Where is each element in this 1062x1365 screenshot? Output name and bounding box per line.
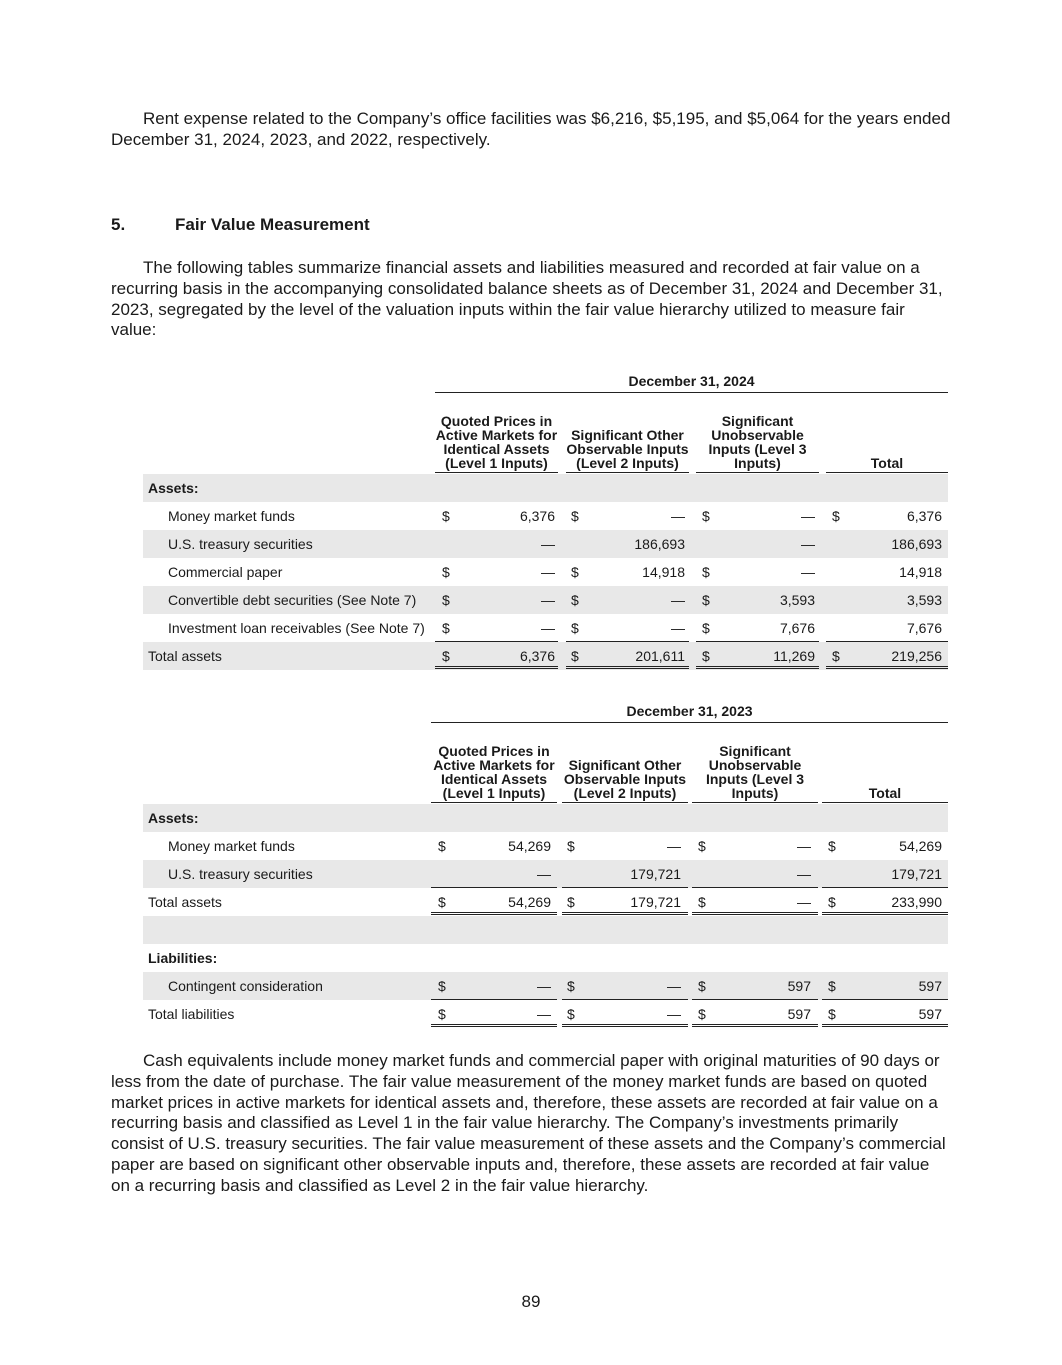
currency-symbol: $ <box>702 592 710 608</box>
level1-value: 54,269 <box>508 838 551 854</box>
total-value: 54,269 <box>899 838 942 854</box>
currency-symbol: $ <box>571 648 579 664</box>
column-header-level2: Significant Other Observable Inputs (Level 2 Inputs) <box>562 726 688 803</box>
column-header-total: Total <box>826 396 948 473</box>
total-value: 179,721 <box>891 866 942 882</box>
currency-symbol: $ <box>571 564 579 580</box>
table-row <box>143 530 948 558</box>
currency-symbol: $ <box>567 894 575 910</box>
level3-value: 3,593 <box>779 592 815 608</box>
currency-symbol: $ <box>571 620 579 636</box>
total-value: 233,990 <box>891 894 942 910</box>
level2-value: — <box>667 978 681 994</box>
total-value: 186,693 <box>891 536 942 552</box>
level2-value: — <box>671 592 685 608</box>
column-header-level2: Significant Other Observable Inputs (Level 2 Inputs) <box>566 396 689 473</box>
total-double-rule <box>822 912 948 915</box>
currency-symbol: $ <box>442 592 450 608</box>
row-label: U.S. treasury securities <box>168 536 313 552</box>
level3-value: — <box>801 536 815 552</box>
level1-value: — <box>541 536 555 552</box>
currency-symbol: $ <box>442 564 450 580</box>
fair-value-table-2023 <box>143 702 948 1032</box>
row-label: Total liabilities <box>148 1006 235 1022</box>
level1-value: — <box>537 978 551 994</box>
level3-value: — <box>801 508 815 524</box>
total-value: 3,593 <box>906 592 942 608</box>
level3-value: 597 <box>787 1006 811 1022</box>
table-period-2023: December 31, 2023 <box>431 702 948 723</box>
currency-symbol: $ <box>828 1006 836 1022</box>
level3-value: 11,269 <box>773 648 815 664</box>
currency-symbol: $ <box>442 648 450 664</box>
level1-value: — <box>541 592 555 608</box>
currency-symbol: $ <box>438 1006 446 1022</box>
total-double-rule <box>822 1024 948 1027</box>
level2-value: 179,721 <box>630 866 681 882</box>
row-label: Contingent consideration <box>168 978 323 994</box>
total-double-rule <box>692 912 818 915</box>
currency-symbol: $ <box>571 592 579 608</box>
rent-expense-paragraph <box>111 109 951 151</box>
currency-symbol: $ <box>702 564 710 580</box>
level3-value: 597 <box>787 978 811 994</box>
level3-value: 7,676 <box>779 620 815 636</box>
level1-value: — <box>537 866 551 882</box>
row-label: Convertible debt securities (See Note 7) <box>168 592 417 608</box>
assets-section-row <box>143 804 948 832</box>
level1-value: — <box>541 564 555 580</box>
table-row <box>143 502 948 530</box>
row-label: U.S. treasury securities <box>168 866 313 882</box>
level3-value: — <box>797 838 811 854</box>
total-double-rule <box>562 912 688 915</box>
cash-equivalents-paragraph <box>111 1051 951 1197</box>
column-header-level1: Quoted Prices in Active Markets for Identical Assets (Level 1 Inputs) <box>435 396 558 473</box>
row-label: Money market funds <box>168 838 295 854</box>
currency-symbol: $ <box>828 838 836 854</box>
row-label: Assets: <box>148 810 199 826</box>
level2-value: 179,721 <box>630 894 681 910</box>
level2-value: — <box>671 508 685 524</box>
currency-symbol: $ <box>702 508 710 524</box>
row-label: Investment loan receivables (See Note 7) <box>168 620 425 636</box>
level1-value: 54,269 <box>508 894 551 910</box>
currency-symbol: $ <box>567 838 575 854</box>
level2-value: — <box>667 1006 681 1022</box>
table-row <box>143 860 948 888</box>
level3-value: — <box>801 564 815 580</box>
total-value: 7,676 <box>906 620 942 636</box>
row-label: Commercial paper <box>168 564 283 580</box>
currency-symbol: $ <box>698 978 706 994</box>
table-period-2024: December 31, 2024 <box>435 372 948 393</box>
level2-value: — <box>671 620 685 636</box>
fair-value-table-2024 <box>143 372 948 672</box>
total-value: 14,918 <box>899 564 942 580</box>
level2-value: — <box>667 838 681 854</box>
total-double-rule <box>435 666 558 669</box>
currency-symbol: $ <box>828 978 836 994</box>
currency-symbol: $ <box>438 978 446 994</box>
currency-symbol: $ <box>828 894 836 910</box>
column-header-total: Total <box>822 726 948 803</box>
currency-symbol: $ <box>702 648 710 664</box>
currency-symbol: $ <box>832 648 840 664</box>
currency-symbol: $ <box>698 838 706 854</box>
column-header-level1: Quoted Prices in Active Markets for Identical Assets (Level 1 Inputs) <box>431 726 557 803</box>
table-row <box>143 558 948 586</box>
total-double-rule <box>562 1024 688 1027</box>
currency-symbol: $ <box>442 508 450 524</box>
level1-value: 6,376 <box>519 648 555 664</box>
table-row <box>143 586 948 614</box>
table-row <box>143 614 948 642</box>
table-row <box>143 972 948 1000</box>
currency-symbol: $ <box>698 1006 706 1022</box>
total-double-rule <box>696 666 819 669</box>
total-double-rule <box>431 912 557 915</box>
column-header-level3: Significant Unobservable Inputs (Level 3 Inputs) <box>692 726 818 803</box>
total-value: 597 <box>918 1006 942 1022</box>
level2-value: 14,918 <box>642 564 685 580</box>
row-label: Total assets <box>148 648 222 664</box>
total-value: 597 <box>918 978 942 994</box>
total-double-rule <box>566 666 689 669</box>
table-row <box>143 832 948 860</box>
level1-value: — <box>541 620 555 636</box>
page-number: 89 <box>521 1292 541 1311</box>
currency-symbol: $ <box>571 508 579 524</box>
section-title: Fair Value Measurement <box>175 215 370 234</box>
level3-value: — <box>797 866 811 882</box>
level2-value: 186,693 <box>634 536 685 552</box>
currency-symbol: $ <box>442 620 450 636</box>
cash-equivalents-text: Cash equivalents include money market funds and commercial paper with original maturities of 90 days or less from the date of purchase. The fair value measurement of the money market funds are based on quoted market prices in active markets for identical assets and, therefore, these assets are recorded at fair value on a recurring basis and classified as Level 1 in the fair value hierarchy. The Company’s investments primarily consist of U.S. treasury securities. The fair value measurement of these assets and the Company’s commercial paper are based on significant other observable inputs and, therefore, these assets are recorded at fair value on a recurring basis and classified as Level 2 in the fair value hierarchy. <box>111 1051 946 1195</box>
total-value: 219,256 <box>891 648 942 664</box>
currency-symbol: $ <box>702 620 710 636</box>
currency-symbol: $ <box>438 894 446 910</box>
total-value: 6,376 <box>906 508 942 524</box>
row-label: Assets: <box>148 480 199 496</box>
level1-value: — <box>537 1006 551 1022</box>
currency-symbol: $ <box>438 838 446 854</box>
currency-symbol: $ <box>567 978 575 994</box>
column-header-level3: Significant Unobservable Inputs (Level 3 Inputs) <box>696 396 819 473</box>
liabilities-section-row <box>143 944 948 972</box>
currency-symbol: $ <box>832 508 840 524</box>
total-double-rule <box>826 666 948 669</box>
row-label: Total assets <box>148 894 222 910</box>
level3-value: — <box>797 894 811 910</box>
level2-value: 201,611 <box>635 648 685 664</box>
row-label: Liabilities: <box>148 950 218 966</box>
currency-symbol: $ <box>698 894 706 910</box>
intro-text: The following tables summarize financial assets and liabilities measured and recorded at fair value on a recurring basis in the accompanying consolidated balance sheets as of December 31, 2024 and December 31, 2023, segregated by the level of the valuation inputs within the fair value hierarchy utilized to measure fair value: <box>111 258 943 340</box>
currency-symbol: $ <box>567 1006 575 1022</box>
section-number: 5. <box>111 215 126 234</box>
total-double-rule <box>431 1024 557 1027</box>
level1-value: 6,376 <box>519 508 555 524</box>
intro-paragraph <box>111 258 951 341</box>
total-double-rule <box>692 1024 818 1027</box>
rent-expense-text: Rent expense related to the Company’s office facilities was $6,216, $5,195, and $5,064 for the years ended December 31, 2024, 2023, and 2022, respectively. <box>111 109 951 149</box>
spacer-row <box>143 916 948 944</box>
assets-section-row <box>143 474 948 502</box>
section-heading <box>111 215 370 235</box>
row-label: Money market funds <box>168 508 295 524</box>
